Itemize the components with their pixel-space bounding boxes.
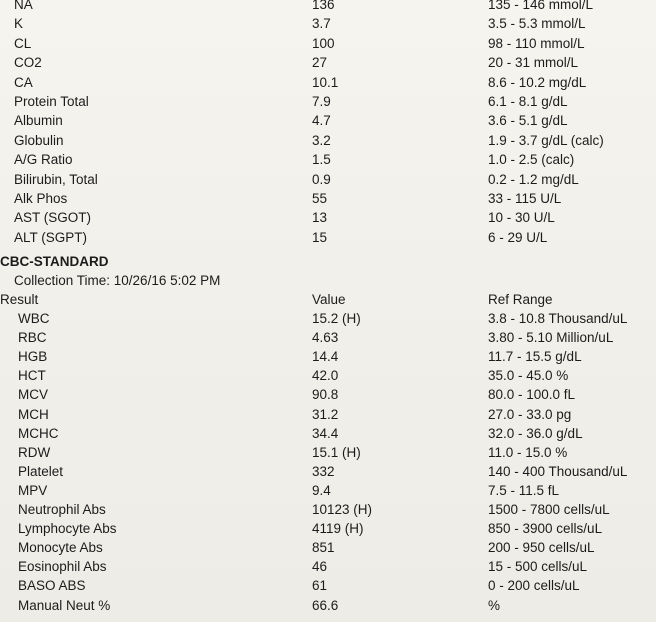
- test-name: Protein Total: [14, 94, 89, 109]
- reference-range: 1500 - 7800 cells/uL: [488, 502, 610, 517]
- result-row: [0, 172, 656, 191]
- reference-range: 11.7 - 15.5 g/dL: [488, 349, 582, 365]
- test-value: 27: [312, 55, 328, 71]
- test-name: HGB: [18, 349, 48, 365]
- reference-range: 3.80 - 5.10 Million/uL: [488, 330, 614, 346]
- test-name: RDW: [18, 444, 51, 460]
- test-value: 61: [312, 578, 328, 594]
- test-value: 4119 (H): [312, 521, 364, 537]
- result-row: [0, 311, 656, 330]
- test-name: Eosinophil Abs: [18, 559, 107, 575]
- test-value: 66.6: [312, 597, 339, 613]
- test-value: 4.7: [312, 113, 331, 129]
- reference-range: 11.0 - 15.0 %: [488, 444, 568, 460]
- test-value: 90.8: [312, 387, 339, 403]
- result-row: [0, 540, 656, 559]
- test-name: MCH: [18, 406, 49, 422]
- test-value: 9.4: [312, 482, 331, 498]
- test-name: Globulin: [14, 132, 64, 148]
- result-row: [0, 16, 656, 35]
- test-value: 4.63: [312, 330, 339, 346]
- reference-range: 98 - 110 mmol/L: [488, 35, 585, 51]
- column-header-value: Value: [312, 292, 346, 307]
- test-name: Lymphocyte Abs: [18, 521, 117, 537]
- test-value: 14.4: [312, 349, 339, 365]
- test-value: 15.2 (H): [312, 311, 361, 326]
- test-value: 3.2: [312, 132, 331, 148]
- test-value: 42.0: [312, 368, 339, 384]
- test-name: CL: [14, 35, 32, 51]
- reference-range: 3.6 - 5.1 g/dL: [488, 113, 568, 129]
- test-name: BASO ABS: [18, 578, 86, 594]
- test-name: Albumin: [14, 113, 63, 129]
- test-value: 851: [312, 540, 335, 556]
- reference-range: 135 - 146 mmol/L: [488, 0, 594, 12]
- reference-range: 140 - 400 Thousand/uL: [488, 463, 628, 479]
- reference-range: 6 - 29 U/L: [488, 229, 548, 245]
- test-name: Manual Neut %: [18, 597, 111, 613]
- collection-time: Collection Time: 10/26/16 5:02 PM: [14, 273, 221, 288]
- test-value: 34.4: [312, 425, 339, 441]
- reference-range: 1.0 - 2.5 (calc): [488, 152, 575, 168]
- result-row: [0, 210, 656, 229]
- result-row: [0, 368, 656, 387]
- test-value: 10.1: [312, 74, 339, 90]
- test-name: CO2: [14, 55, 42, 71]
- test-value: 0.9: [312, 171, 331, 187]
- result-row: [0, 483, 656, 502]
- test-name: NA: [14, 0, 33, 12]
- test-value: 3.7: [312, 16, 331, 32]
- test-value: 10123 (H): [312, 502, 373, 517]
- result-row: [0, 598, 656, 617]
- test-name: Alk Phos: [14, 191, 68, 206]
- reference-range: 1.9 - 3.7 g/dL (calc): [488, 132, 604, 148]
- test-value: 46: [312, 559, 328, 575]
- test-value: 1.5: [312, 152, 331, 168]
- cbc-section-title: CBC-STANDARD: [0, 254, 109, 269]
- result-row: [0, 407, 656, 426]
- reference-range: 35.0 - 45.0 %: [488, 368, 569, 384]
- result-row: [0, 445, 656, 464]
- test-name: MPV: [18, 482, 48, 498]
- result-row: [0, 113, 656, 132]
- result-row: [0, 578, 656, 597]
- column-header-ref-range: Ref Range: [488, 292, 553, 307]
- result-row: [0, 152, 656, 171]
- result-row: [0, 464, 656, 483]
- reference-range: 6.1 - 8.1 g/dL: [488, 94, 568, 109]
- result-row: [0, 133, 656, 152]
- reference-range: 0.2 - 1.2 mg/dL: [488, 171, 579, 187]
- reference-range: 850 - 3900 cells/uL: [488, 521, 603, 537]
- reference-range: 33 - 115 U/L: [488, 191, 562, 206]
- reference-range: 32.0 - 36.0 g/dL: [488, 425, 583, 441]
- test-name: MCHC: [18, 425, 59, 441]
- test-name: WBC: [18, 311, 50, 326]
- test-name: Monocyte Abs: [18, 540, 103, 556]
- test-value: 55: [312, 191, 328, 206]
- reference-range: 20 - 31 mmol/L: [488, 55, 579, 71]
- reference-range: 0 - 200 cells/uL: [488, 578, 580, 594]
- result-row: [0, 349, 656, 368]
- reference-range: 8.6 - 10.2 mg/dL: [488, 74, 587, 90]
- test-value: 136: [312, 0, 335, 12]
- test-name: AST (SGOT): [14, 210, 92, 226]
- test-name: A/G Ratio: [14, 152, 73, 168]
- test-value: 100: [312, 35, 335, 51]
- column-header-result: Result: [0, 292, 39, 307]
- test-value: 15.1 (H): [312, 444, 361, 460]
- result-row: [0, 426, 656, 445]
- test-name: HCT: [18, 368, 46, 384]
- reference-range: 200 - 950 cells/uL: [488, 540, 595, 556]
- test-value: 13: [312, 210, 328, 226]
- reference-range: %: [488, 597, 501, 613]
- test-value: 332: [312, 463, 335, 479]
- test-name: K: [14, 16, 24, 32]
- test-name: MCV: [18, 387, 48, 403]
- test-name: ALT (SGPT): [14, 229, 88, 245]
- reference-range: 3.8 - 10.8 Thousand/uL: [488, 311, 628, 326]
- reference-range: 10 - 30 U/L: [488, 210, 555, 226]
- result-row: [0, 36, 656, 55]
- test-value: 15: [312, 229, 328, 245]
- reference-range: 15 - 500 cells/uL: [488, 559, 588, 575]
- test-name: Platelet: [18, 463, 64, 479]
- result-row: [0, 521, 656, 540]
- test-value: 7.9: [312, 94, 331, 109]
- result-row: [0, 502, 656, 521]
- reference-range: 27.0 - 33.0 pg: [488, 406, 572, 422]
- result-row: [0, 230, 656, 249]
- test-name: RBC: [18, 330, 47, 346]
- result-row: [0, 55, 656, 74]
- reference-range: 3.5 - 5.3 mmol/L: [488, 16, 586, 32]
- result-row: [0, 387, 656, 406]
- result-row: [0, 0, 656, 16]
- result-row: [0, 559, 656, 578]
- result-row: [0, 191, 656, 210]
- result-row: [0, 75, 656, 94]
- test-name: Bilirubin, Total: [14, 171, 98, 187]
- test-name: CA: [14, 74, 33, 90]
- test-name: Neutrophil Abs: [18, 502, 106, 517]
- result-row: [0, 330, 656, 349]
- test-value: 31.2: [312, 406, 339, 422]
- result-row: [0, 94, 656, 113]
- reference-range: 80.0 - 100.0 fL: [488, 387, 576, 403]
- reference-range: 7.5 - 11.5 fL: [488, 482, 560, 498]
